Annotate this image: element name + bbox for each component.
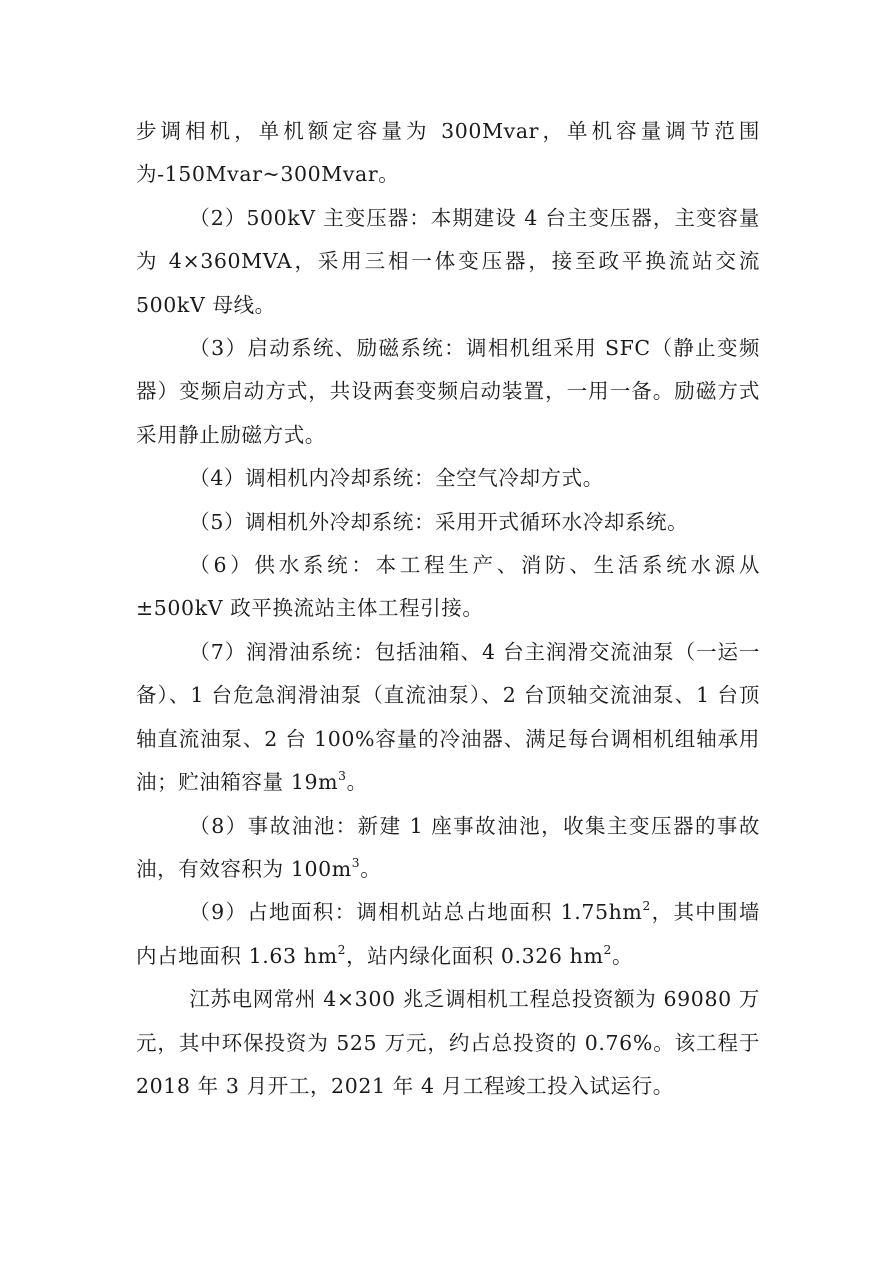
- paragraph-9: [136, 891, 760, 978]
- paragraph-9-part-d: 。: [611, 943, 634, 968]
- paragraph-8: [136, 805, 760, 892]
- paragraph-5: （5）调相机外冷却系统：采用开式循环水冷却系统。: [189, 509, 689, 534]
- superscript: 3: [338, 768, 347, 783]
- paragraph-10: 江苏电网常州 4×300 兆乏调相机工程总投资额为 69080 万元，其中环保投资为 525 万元，约占总投资的 0.76%。该工程于 2018 年 3 月开工，2021 年 4 月工程竣工投入试运行。: [136, 987, 760, 1098]
- paragraph-7: [136, 631, 760, 805]
- paragraph-3: （3）启动系统、励磁系统：调相机组采用 SFC（静止变频器）变频启动方式，共设两套变频启动装置，一用一备。励磁方式采用静止励磁方式。: [136, 336, 760, 447]
- paragraph-2: （2）500kV 主变压器：本期建设 4 台主变压器，主变容量为 4×360MVA，采用三相一体变压器，接至政平换流站交流 500kV 母线。: [136, 205, 760, 317]
- paragraph-7-end: 。: [346, 770, 368, 795]
- superscript: 3: [351, 855, 361, 870]
- superscript: 2: [642, 899, 651, 914]
- paragraph-9-part-a: （9）占地面积：调相机站总占地面积 1.75hm: [189, 900, 643, 925]
- paragraph-8-end: 。: [360, 856, 382, 881]
- paragraph-6: （6）供水系统：本工程生产、消防、生活系统水源从±500kV 政平换流站主体工程引接。: [136, 553, 760, 621]
- paragraph-1: 步调相机，单机额定容量为 300Mvar，单机容量调节范围为-150Mvar~300Mvar。: [136, 119, 760, 187]
- paragraph-9-part-c: ，站内绿化面积 0.326 hm: [346, 943, 604, 968]
- document-body: [136, 110, 760, 1108]
- paragraph-4: （4）调相机内冷却系统：全空气冷却方式。: [189, 466, 604, 491]
- paragraph-9-part-b: ，其中围墙内占地面积 1.63 hm: [136, 900, 760, 968]
- paragraph-7-text: （7）润滑油系统：包括油箱、4 台主润滑交流油泵（一运一备）、1 台危急润滑油泵（直流油泵）、2 台顶轴交流油泵、1 台顶轴直流油泵、2 台 100%容量的冷油器、满足每台调相机组轴承用油；贮油箱容量 19m: [136, 639, 760, 795]
- superscript: 2: [603, 942, 612, 957]
- superscript: 2: [337, 942, 347, 957]
- paragraph-8-text: （8）事故油池：新建 1 座事故油池，收集主变压器的事故油，有效容积为 100m: [136, 813, 760, 881]
